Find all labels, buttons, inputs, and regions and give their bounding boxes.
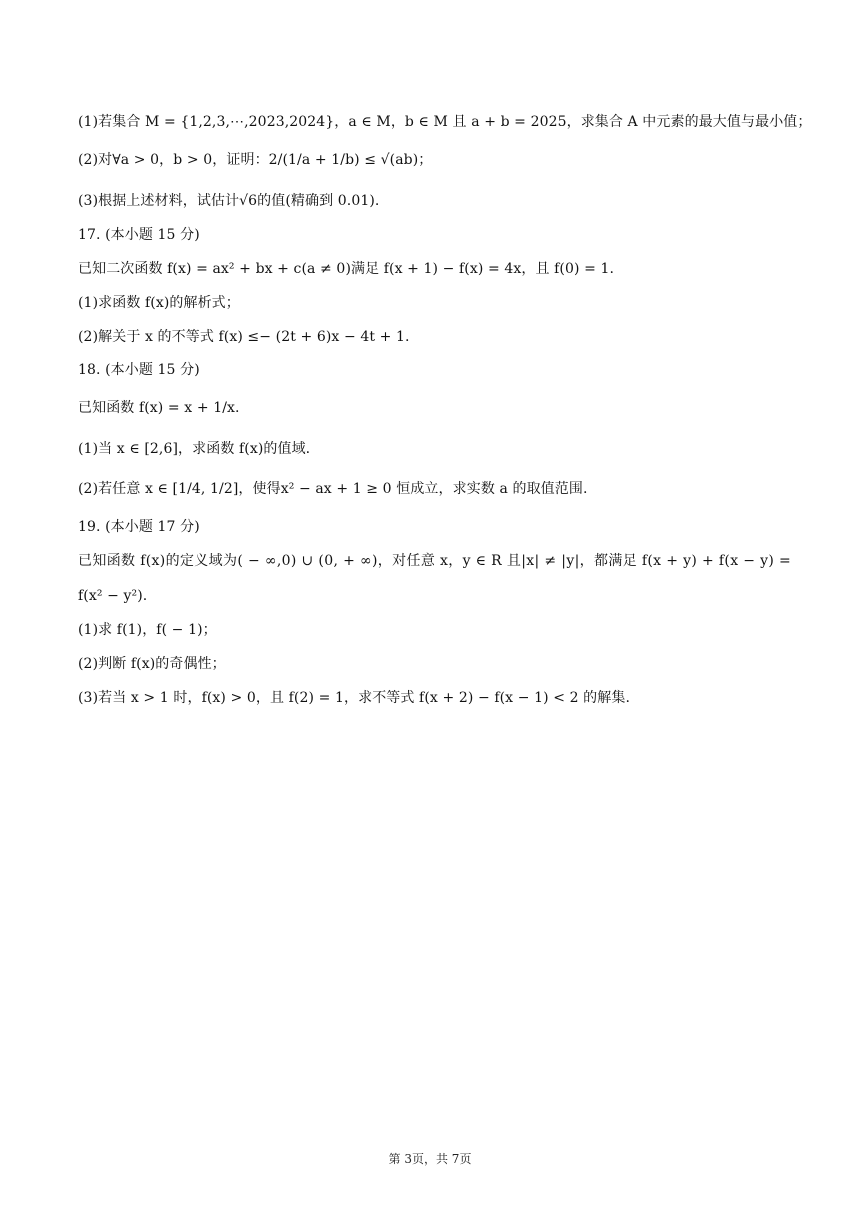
- q18-stem-text: 已知函数 f(x) = x + 1/x.: [78, 400, 240, 416]
- q19-heading: 19. (本小题 17 分): [78, 519, 200, 535]
- q16-part1-text: (1)若集合 M = {1,2,3,⋯,2023,2024}，a ∈ M，b ∈ M 且 a + b = 2025，求集合 A 中元素的最大值与最小值；: [78, 114, 812, 130]
- q17-stem-text: 已知二次函数 f(x) = ax² + bx + c(a ≠ 0)满足 f(x + 1) − f(x) = 4x，且 f(0) = 1.: [78, 261, 615, 277]
- page-footer: 第 3页，共 7页: [388, 1152, 472, 1166]
- q17-part1-text: (1)求函数 f(x)的解析式；: [78, 295, 240, 311]
- q18-part2-text: (2)若任意 x ∈ [1/4, 1/2]，使得x² − ax + 1 ≥ 0 恒成立，求实数 a 的取值范围.: [78, 481, 588, 497]
- q16-part3-text: (3)根据上述材料，试估计√6的值(精确到 0.01).: [78, 193, 380, 209]
- q19-stem-text-line2: f(x² − y²).: [78, 588, 148, 604]
- q19-part1-text: (1)求 f(1)，f( − 1)；: [78, 622, 217, 638]
- q19-part3-text: (3)若当 x > 1 时，f(x) > 0，且 f(2) = 1，求不等式 f(x + 2) − f(x − 1) < 2 的解集.: [78, 690, 631, 706]
- q18-heading: 18. (本小题 15 分): [78, 362, 200, 378]
- q16-part2-text: (2)对∀a > 0，b > 0，证明：2/(1/a + 1/b) ≤ √(ab)；: [78, 152, 433, 168]
- q18-part1-text: (1)当 x ∈ [2,6]，求函数 f(x)的值域.: [78, 441, 311, 457]
- q17-part2-text: (2)解关于 x 的不等式 f(x) ≤− (2t + 6)x − 4t + 1.: [78, 329, 410, 345]
- q17-heading: 17. (本小题 15 分): [78, 227, 200, 243]
- q19-stem-text-line1: 已知函数 f(x)的定义域为( − ∞,0) ∪ (0, + ∞)，对任意 x，y ∈ R 且|x| ≠ |y|，都满足 f(x + y) + f(x − y) =: [78, 553, 792, 569]
- q19-part2-text: (2)判断 f(x)的奇偶性；: [78, 656, 226, 672]
